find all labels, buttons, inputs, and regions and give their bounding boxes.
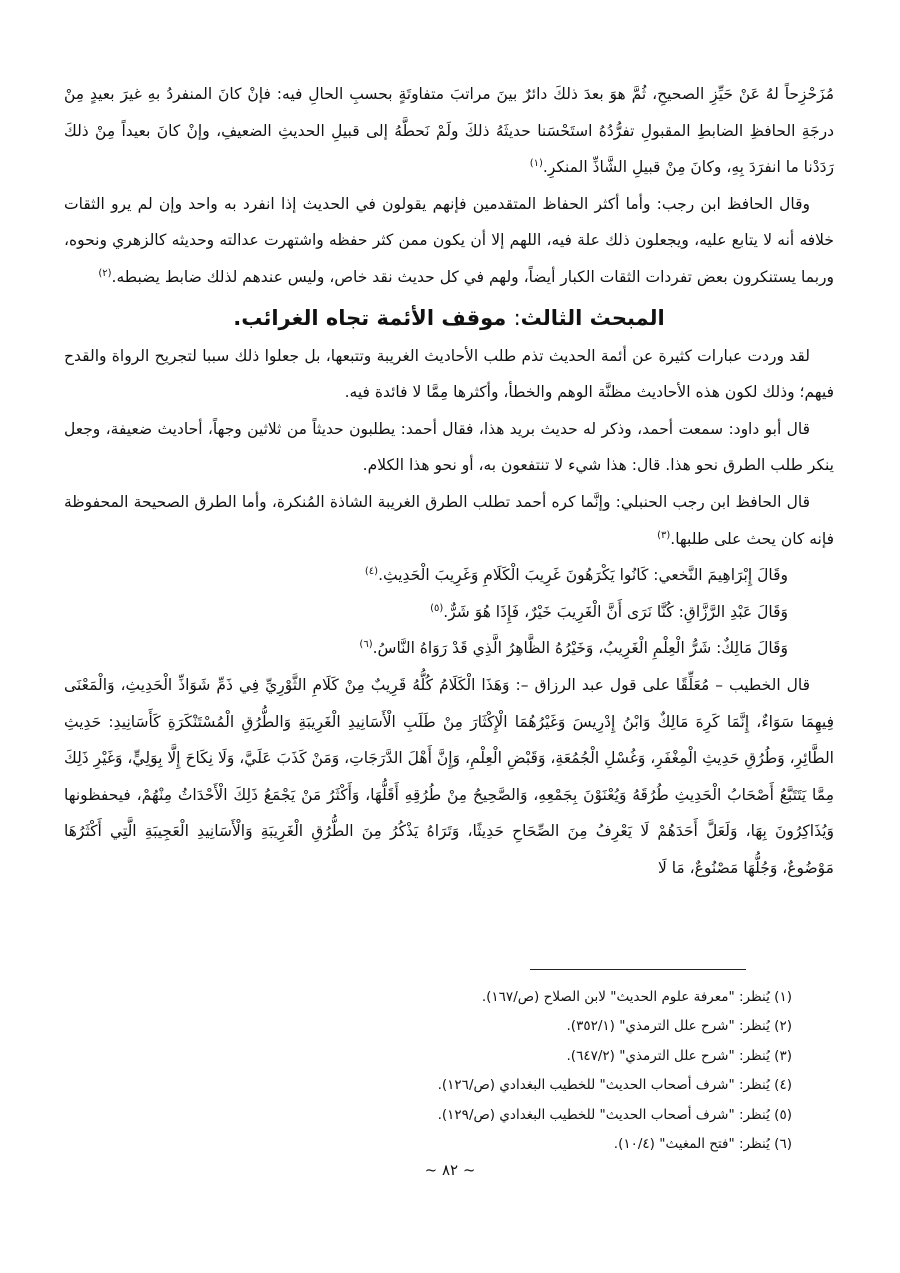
- paragraph-3-text: لقد وردت عبارات كثيرة عن أئمة الحديث تذم طلب الأحاديث الغريبة وتتبعها، بل جعلوا ذلك سببا لتجريح الرواة والقدح فيهم؛ وذلك لكون هذه الأحاديث مظنَّة الوهم والخطأ، وأكثرها مِمَّا لا فائدة فيه.: [64, 346, 834, 402]
- footnote-4: (٤) يُنظر: "شرف أصحاب الحديث" للخطيب البغدادي (ص/١٢٦).: [437, 1077, 792, 1094]
- section-heading-label: المبحث الثالث: [520, 305, 665, 330]
- quote-2-text: وَقَالَ عَبْدِ الرَّزَّاقِ: كُنَّا نَرَى أَنَّ الْغَرِيبَ خَيْرٌ، فَإِذَا هُوَ شَرٌّ.: [443, 602, 788, 621]
- quote-3: [64, 630, 834, 667]
- paragraph-5: [64, 484, 834, 557]
- footnotes: [232, 983, 792, 1159]
- quote-1: [64, 557, 834, 594]
- footnote-ref-6: (٦): [359, 639, 373, 651]
- paragraph-3: [64, 338, 834, 411]
- paragraph-6: [64, 667, 834, 887]
- footnote-ref-2: (٢): [98, 267, 112, 279]
- footnote-ref-1: (١): [529, 158, 543, 170]
- paragraph-2: [64, 186, 834, 296]
- section-heading-colon: :: [513, 305, 521, 330]
- body-text: [64, 76, 834, 886]
- footnote-5: (٥) يُنظر: "شرف أصحاب الحديث" للخطيب البغدادي (ص/١٢٩).: [437, 1106, 792, 1123]
- paragraph-1-text: مُزَحْزِحاً لهُ عَنْ حَيِّزِ الصحيحِ، ثُمَّ هوَ بعدَ ذلكَ دائرٌ بينَ مراتبَ متفاوتَةٍ بحسبِ الحالِ فيه: فإنْ كانَ المنفردُ بهِ غيرَ بعيدٍ مِنْ درجَةِ الحافظِ الضابطِ المقبولِ تفرُّدُهُ استَحْسَنا حديثَهُ ذلكَ ولَمْ نَحطَّهُ إلى قبيلِ الحديثِ الضعيفِ، وإنْ كانَ بعيداً مِنْ ذلكَ رَدَدْنا ما انفرَدَ بِهِ، وكانَ مِنْ قبيلِ الشَّاذِّ المنكرِ.: [64, 85, 834, 177]
- footnote-3: (٣) يُنظر: "شرح علل الترمذي" (٦٤٧/٢).: [566, 1047, 792, 1064]
- quote-1-text: وقَالَ إِبْرَاهِيمَ النَّخعي: كَانُوا يَكْرَهُونَ غَرِيبَ الْكَلَامِ وَغَرِيبَ الْحَدِيثِ.: [378, 566, 788, 585]
- footnote-ref-4: (٤): [364, 566, 379, 578]
- footnote-6: (٦) يُنظر: "فتح المغيث" (١٠/٤).: [613, 1136, 792, 1153]
- footnote-separator: [530, 969, 746, 970]
- paragraph-4-text: قال أبو داود: سمعت أحمد، وذكر له حديث بريد هذا، فقال أحمد: يطلبون حديثاً من ثلاثين وجهاً، أحاديث ضعيفة، وجعل ينكر طلب الطرق نحو هذا. قال: هذا شيء لا تنتفعون به، أو نحو هذا الكلام.: [64, 419, 834, 475]
- quote-3-text: وَقَالَ مَالِكٌ: شَرُّ الْعِلْمِ الْغَرِيبُ، وَخَيْرُهُ الظَّاهِرُ الَّذِي قَدْ رَوَاهُ النَّاسُ.: [372, 639, 788, 658]
- paragraph-4: [64, 411, 834, 484]
- paragraph-5-text: قال الحافظ ابن رجب الحنبلي: وإنَّما كره أحمد تطلب الطرق الغريبة الشاذة المُنكرة، وأما الطرق الصحيحة المحفوظة فإنه كان يحث على طلبها.: [64, 492, 834, 548]
- section-heading-title: موقف الأئمة تجاه الغرائب.: [233, 305, 507, 330]
- footnote-ref-5: (٥): [430, 602, 444, 614]
- footnote-ref-3: (٣): [657, 529, 671, 541]
- quote-2: [64, 594, 834, 631]
- paragraph-1: [64, 76, 834, 186]
- footnote-2: (٢) يُنظر: "شرح علل الترمذي" (٣٥٢/١).: [566, 1018, 792, 1035]
- paragraph-6-text: قال الخطيب – مُعَلِّقًا على قول عبد الرزاق –: وَهَذَا الْكَلَامُ كُلُّهُ قَرِيبٌ مِنْ كَلَامِ الثَّوْرِيِّ فِي ذَمِّ شَوَاذِّ الْحَدِيثِ، وَالْمَعْنَى فِيهِمَا سَوَاءٌ، إِنَّمَا كَرِهَ مَالِكٌ وَابْنُ إِدْرِيسَ وَغَيْرُهُمَا الْإِكْثَارَ مِنْ طَلَبِ الْأَسَانِيدِ الْغَرِيبَةِ وَالطُّرُقِ الْمُسْتَنْكَرَةِ كَأَسَانِيدِ: حَدِيثِ الطَّائِرِ، وَطُرُقِ حَدِيثِ الْمِغْفَرِ، وَغُسْلِ الْجُمُعَةِ، وَقَبْضِ الْعِلْمِ، وَإِنَّ أَهْلَ الدَّرَجَاتِ، وَمَنْ كَذَبَ عَلَيَّ، وَلَا نِكَاحَ إِلَّا بِوَلِيٍّ، وَغَيْرِ ذَلِكَ مِمَّا يَتَتَبَّعُ أَصْحَابُ الْحَدِيثِ طُرُقَهُ وَيُعْنَوْنَ بِجَمْعِهِ، وَالصَّحِيحُ مِنْ طُرُقِهِ أَقَلُّهَا، وَأَكْثَرُ مَنْ يَجْمَعُ ذَلِكَ الْأَحْدَاثُ مِنْهُمْ، فيحفظونها وَيُذَاكِرُونَ بِهَا، وَلَعَلَّ أَحَدَهُمْ لَا يَعْرِفُ مِنَ الصِّحَاحِ حَدِيثًا، وَتَرَاهُ يَذْكُرُ مِنَ الطُّرُقِ الْغَرِيبَةِ وَالْأَسَانِيدِ الْعَجِيبَةِ الَّتِي أَكْثَرُهَا مَوْضُوعٌ، وَجُلُّهَا مَصْنُوعٌ، مَا لَا: [64, 675, 834, 877]
- paragraph-2-text: وقال الحافظ ابن رجب: وأما أكثر الحفاظ المتقدمين فإنهم يقولون في الحديث إذا انفرد به واحد وإن لم يرو الثقات خلافه أنه لا يتابع عليه، ويجعلون ذلك علة فيه، اللهم إلا أن يكون ممن كثر حفظه واشتهرت عدالته وحديثه كالزهري ونحوه، وربما يستنكرون بعض تفردات الثقات الكبار أيضاً، ولهم في كل حديث نقد خاص، وليس عندهم لذلك ضابط يضبطه.: [64, 194, 834, 286]
- section-heading: [64, 298, 834, 338]
- footnote-1: (١) يُنظر: "معرفة علوم الحديث" لابن الصلاح (ص/١٦٧).: [481, 989, 792, 1005]
- page-number: ~ ٨٢ ~: [424, 1161, 476, 1179]
